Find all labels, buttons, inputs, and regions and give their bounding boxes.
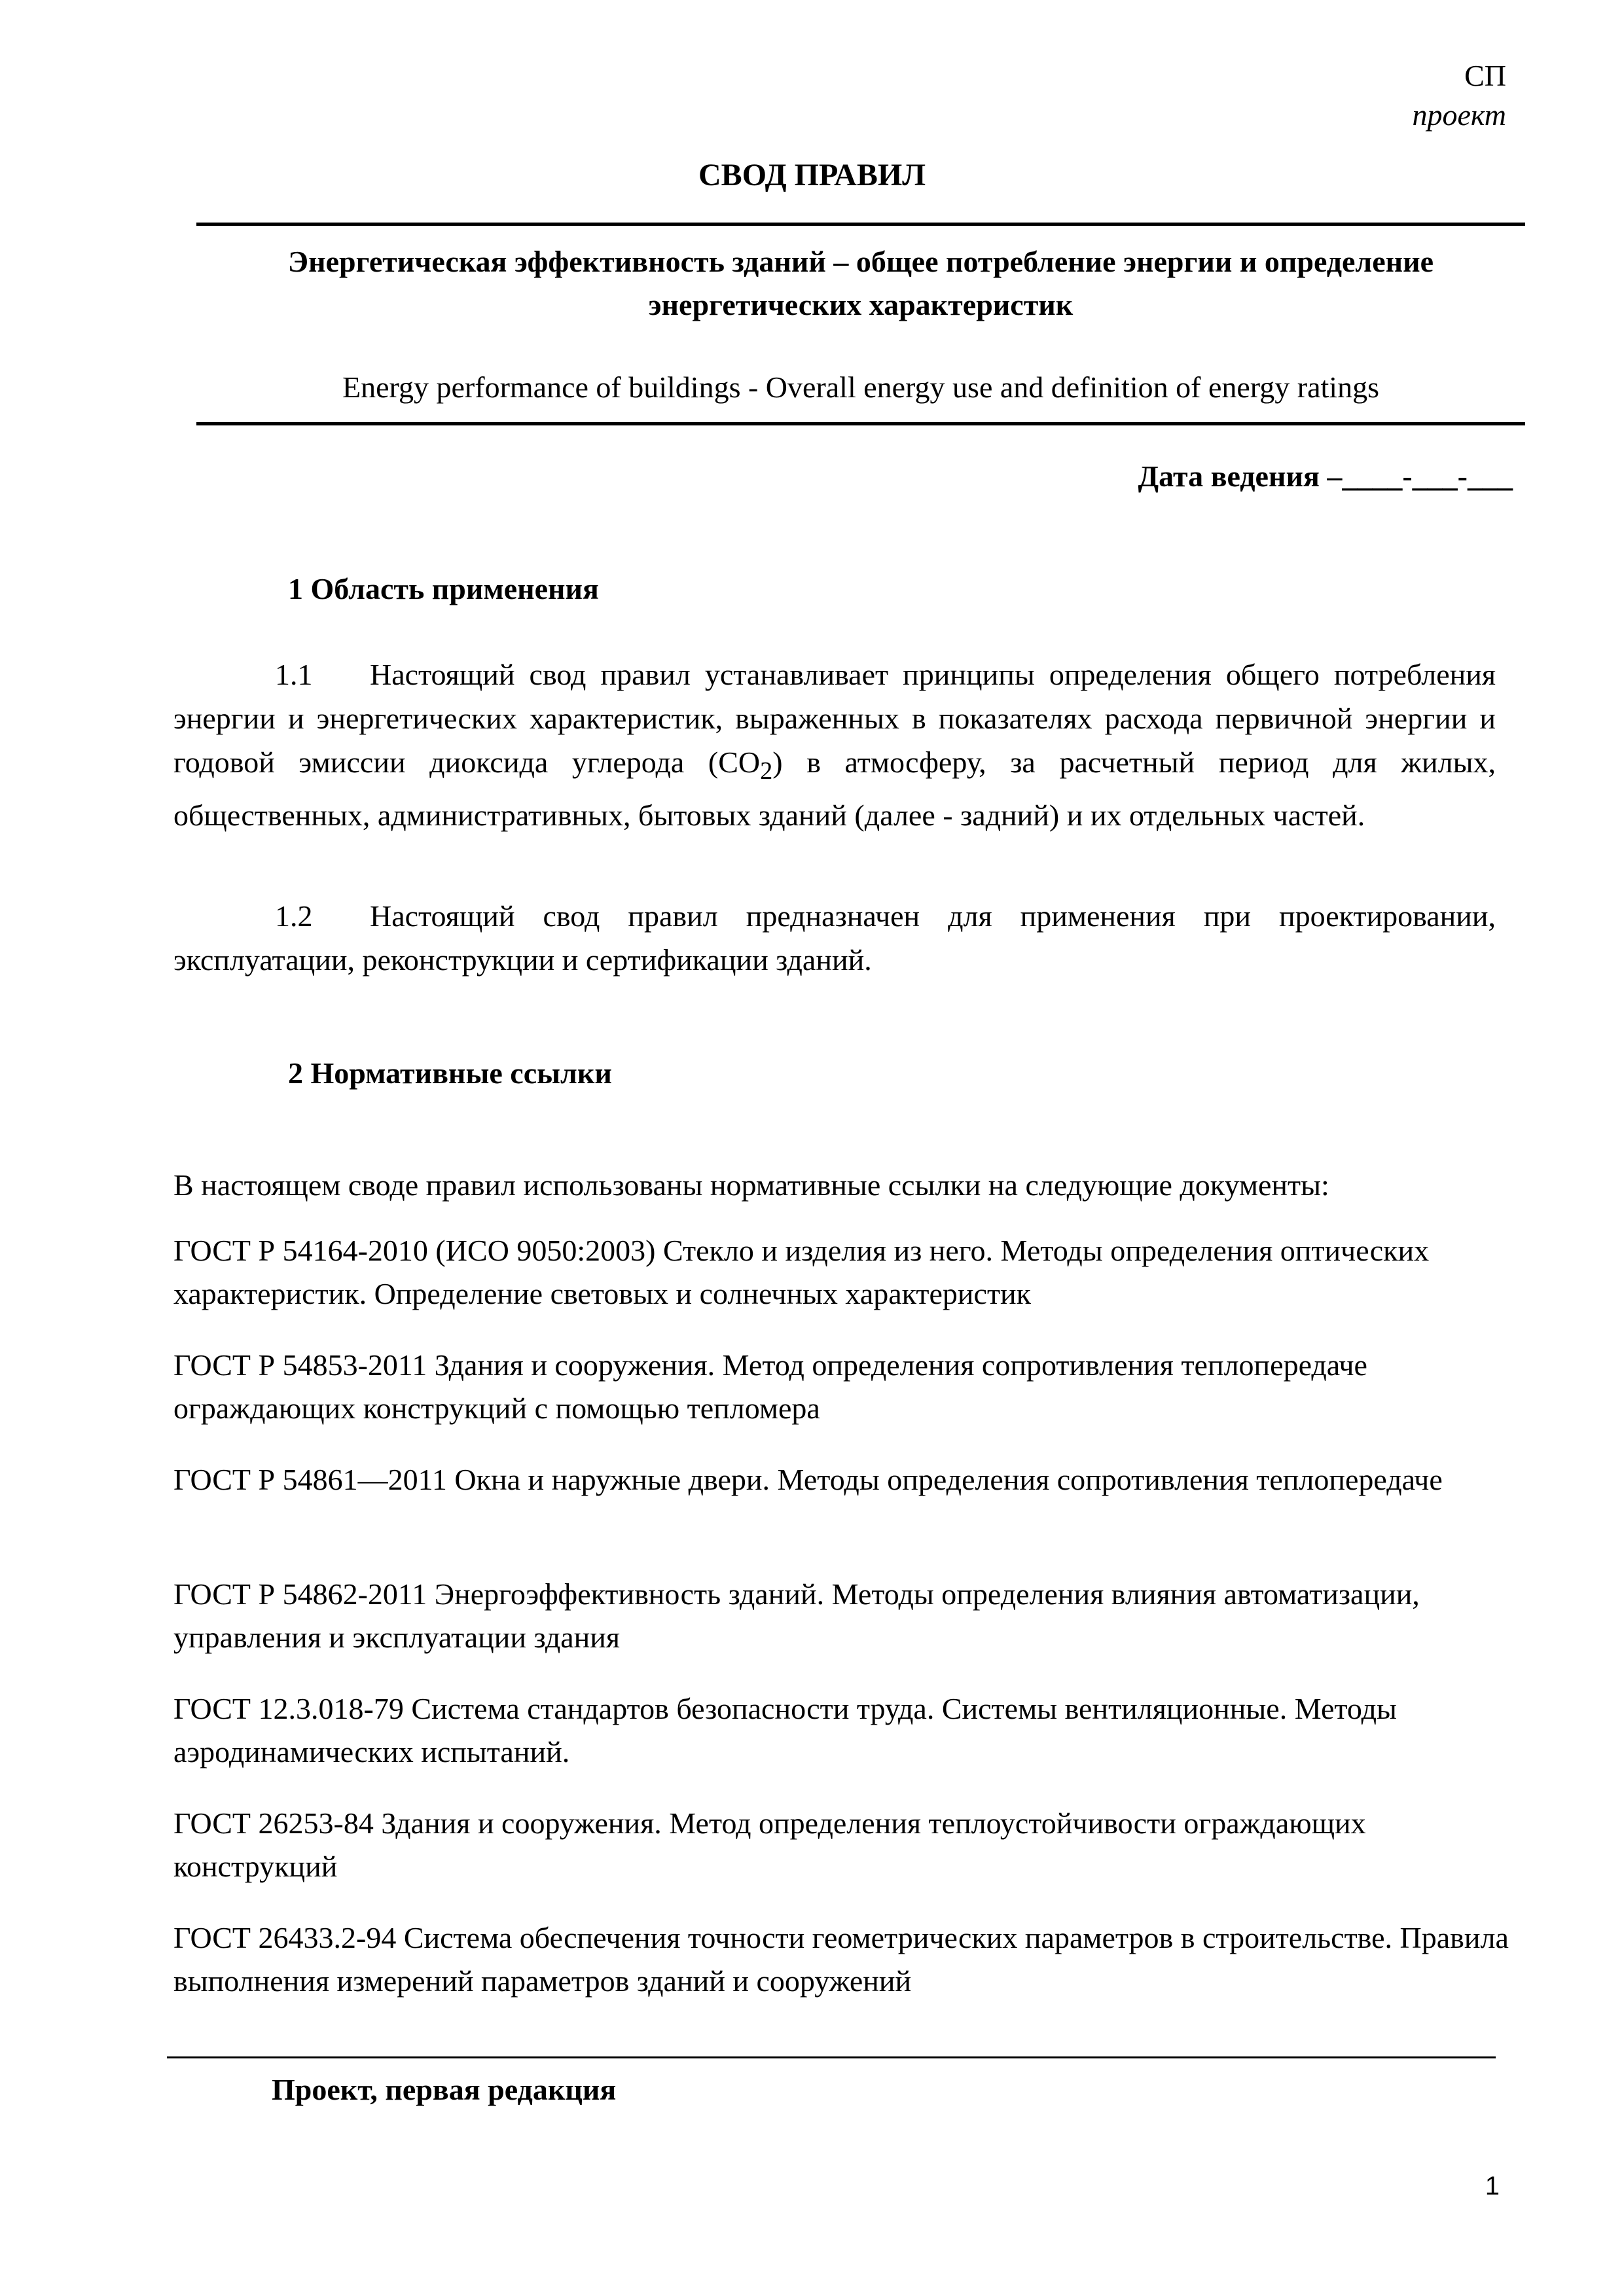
page-number: 1 bbox=[1485, 2172, 1500, 2200]
paragraph-text: Настоящий свод правил устанавливает принципы определения общего потребления энергии и энергетических характеристик, выраженных в показателях расхода первичной энергии и годовой эмиссии диоксида углерода (CO bbox=[173, 658, 1496, 779]
reference-item: ГОСТ 26253-84 Здания и сооружения. Метод определения теплоустойчивости ограждающих конструкций bbox=[173, 1806, 1366, 1883]
reference-item: ГОСТ 26433.2-94 Система обеспечения точности геометрических параметров в строительстве. Правила выполнения измерений параметров зданий и сооружений bbox=[173, 1921, 1509, 1998]
reference-item: ГОСТ Р 54853-2011 Здания и сооружения. Метод определения сопротивления теплопередаче ограждающих конструкций с помощью тепломера bbox=[173, 1348, 1367, 1425]
reference-item: ГОСТ 12.3.018-79 Система стандартов безопасности труда. Системы вентиляционные. Методы аэродинамических испытаний. bbox=[173, 1692, 1397, 1768]
paragraph-text-continued: ) в атмосферу, за расчетный период для жилых, общественных, административных, бытовых зданий (далее - задний) и их отдельных частей. bbox=[173, 745, 1496, 833]
footer-rule bbox=[167, 2056, 1496, 2058]
document-title: СВОД ПРАВИЛ bbox=[698, 158, 926, 192]
title-bottom-rule bbox=[196, 422, 1525, 425]
reference-item: ГОСТ Р 54164-2010 (ИСО 9050:2003) Стекло и изделия из него. Методы определения оптических характеристик. Определение световых и солнечных характеристик bbox=[173, 1234, 1430, 1310]
document-code: СП bbox=[1464, 59, 1506, 92]
references-intro: В настоящем своде правил использованы нормативные ссылки на следующие документы: bbox=[173, 1168, 1329, 1202]
reference-item: ГОСТ Р 54862-2011 Энергоэффективность зданий. Методы определения влияния автоматизации, управления и эксплуатации здания bbox=[173, 1577, 1420, 1654]
subscript-2: 2 bbox=[760, 757, 773, 785]
section-1-heading: 1 Область применения bbox=[288, 572, 599, 605]
title-top-rule bbox=[196, 223, 1525, 226]
paragraph-number: 1.2 bbox=[275, 899, 313, 933]
paragraph-1-2 bbox=[173, 894, 1496, 982]
paragraph-number: 1.1 bbox=[275, 658, 313, 691]
reference-item: ГОСТ Р 54861—2011 Окна и наружные двери. Методы определения сопротивления теплопередаче bbox=[173, 1463, 1443, 1496]
effective-date-line: Дата ведения –____-___-___ bbox=[1138, 459, 1513, 493]
paragraph-1-1 bbox=[173, 653, 1496, 837]
subtitle-russian: Энергетическая эффективность зданий – общее потребление энергии и определение энергетических характеристик bbox=[287, 245, 1434, 321]
draft-status: проект bbox=[1412, 98, 1506, 132]
edition-note: Проект, первая редакция bbox=[272, 2073, 617, 2106]
section-2-heading: 2 Нормативные ссылки bbox=[288, 1056, 612, 1090]
subtitle-english: Energy performance of buildings - Overall energy use and definition of energy ratings bbox=[342, 370, 1379, 404]
paragraph-text: Настоящий свод правил предназначен для применения при проектировании, эксплуатации, реконструкции и сертификации зданий. bbox=[173, 899, 1496, 977]
